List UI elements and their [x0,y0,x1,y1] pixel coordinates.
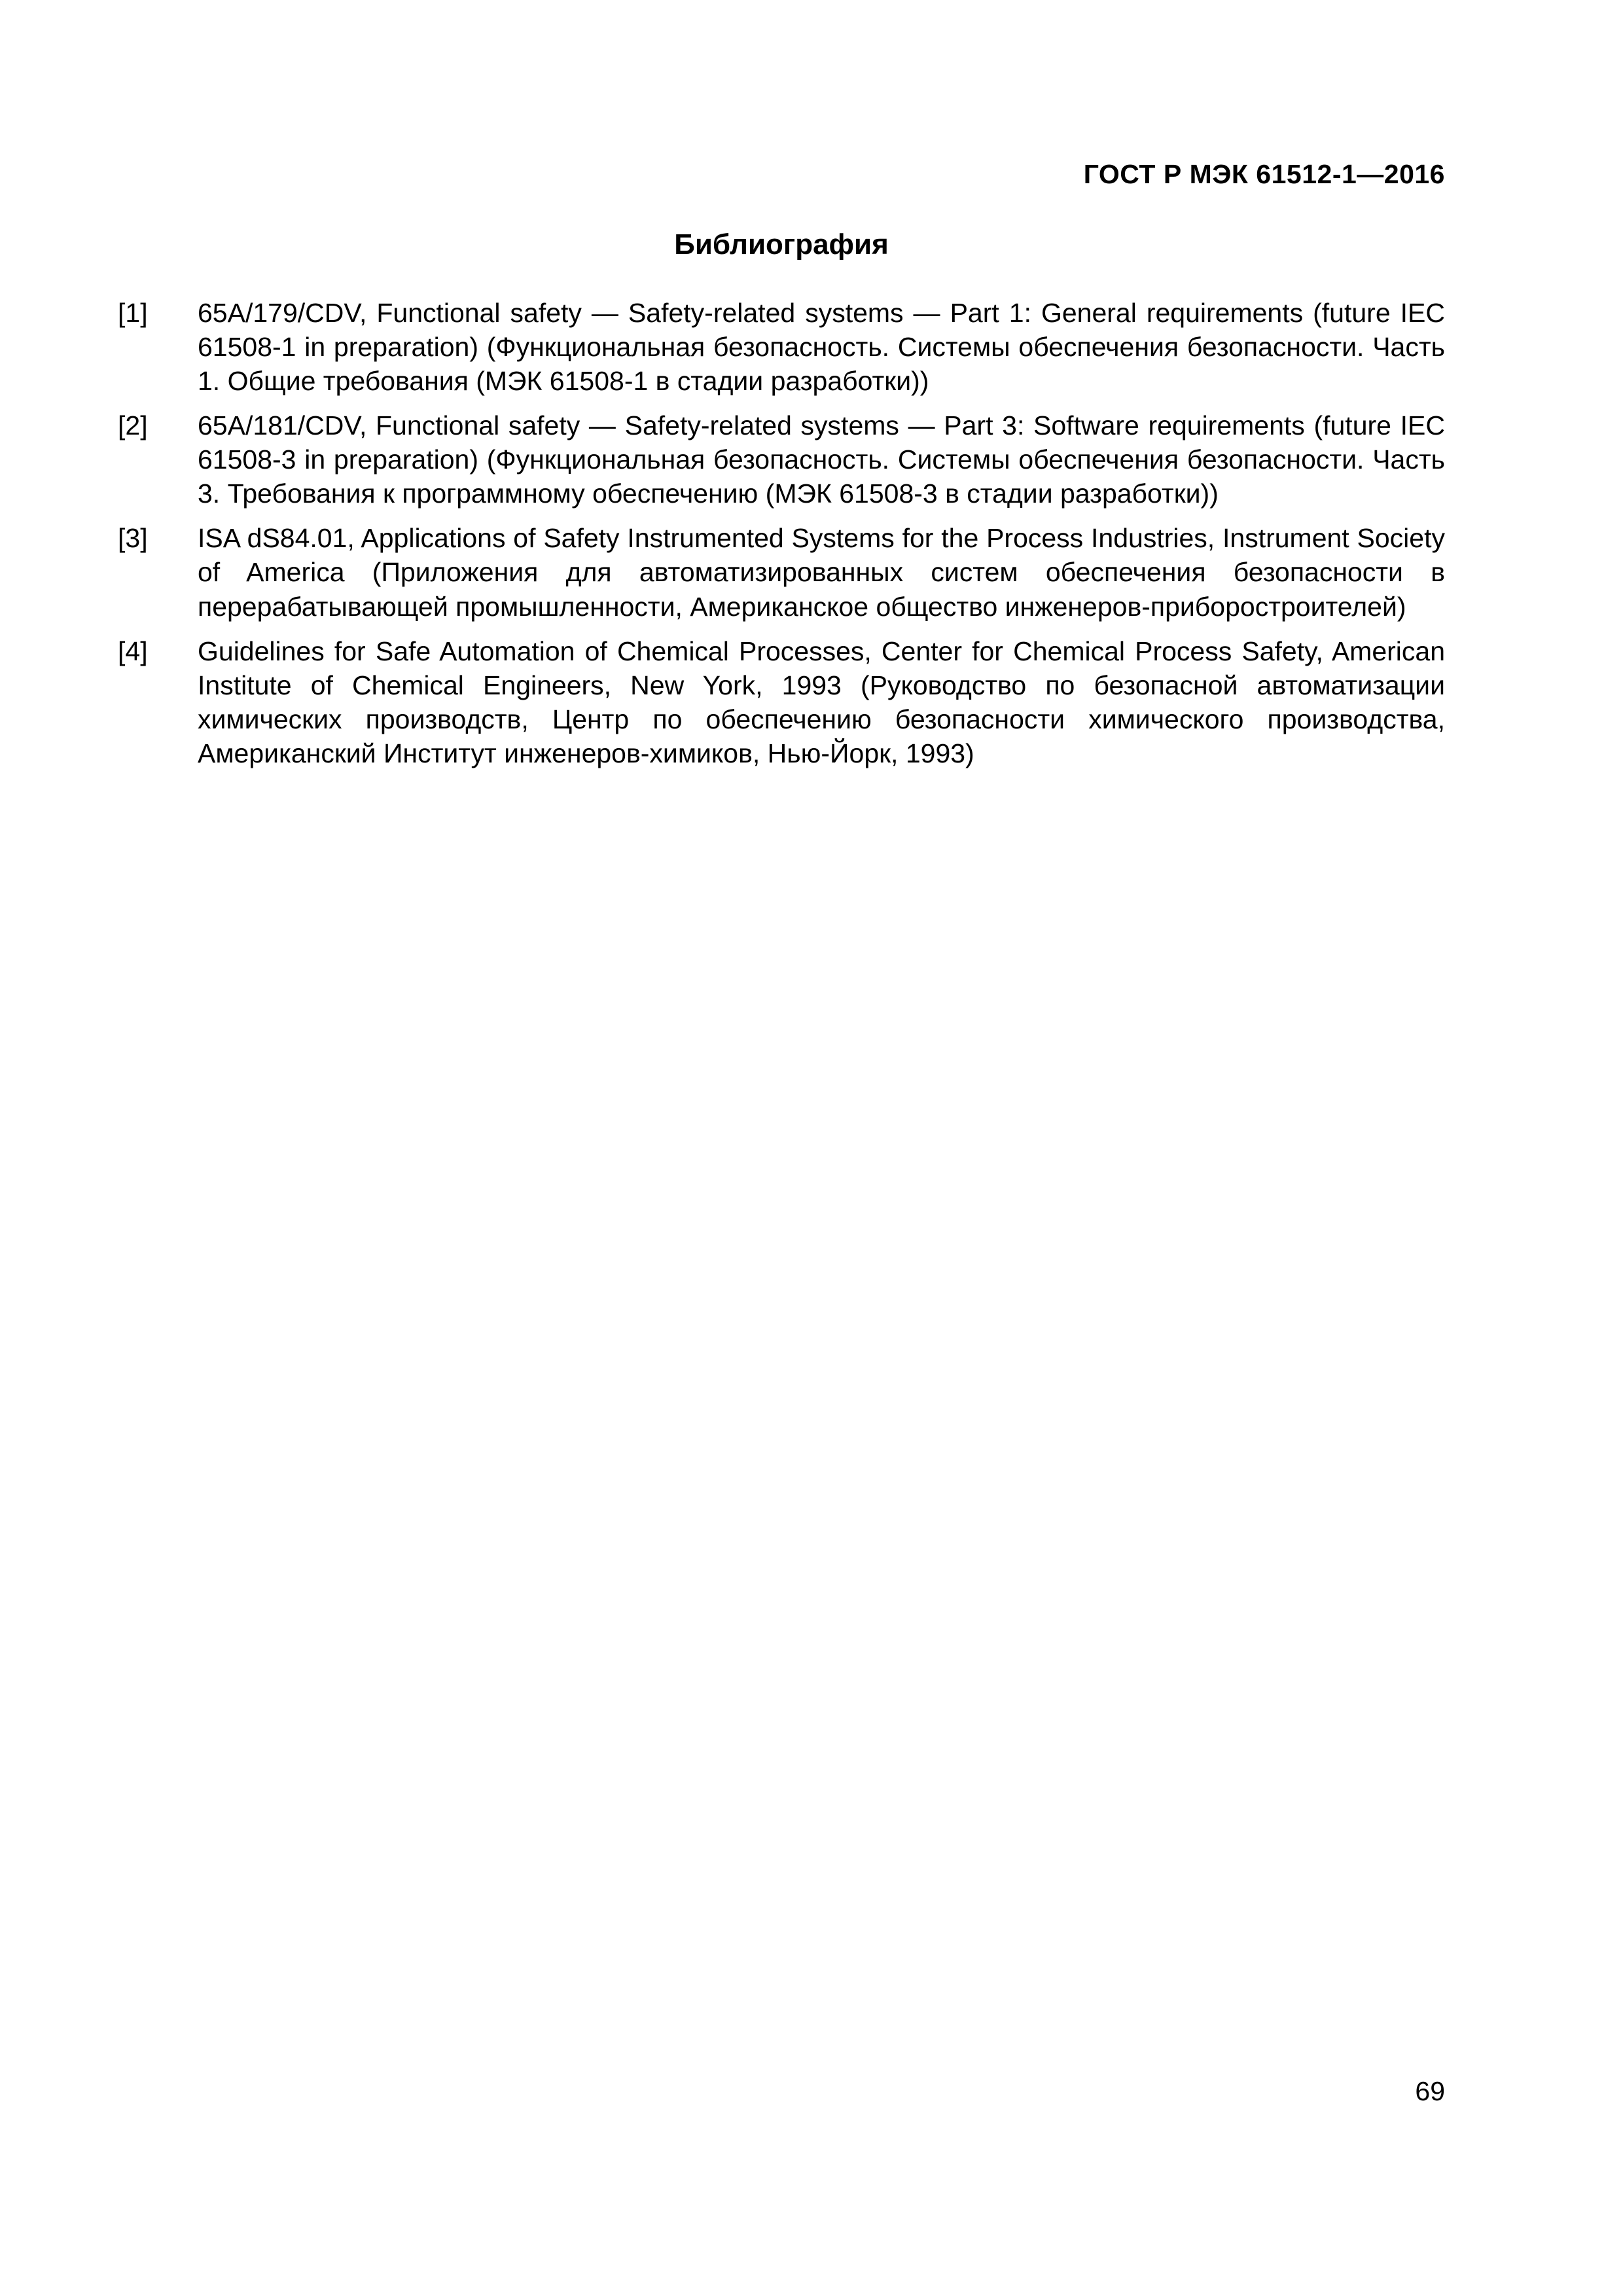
page-number: 69 [1415,2076,1445,2106]
reference-item [118,408,1445,511]
reference-text: 65A/181/CDV, Functional safety — Safety-related systems — Part 3: Software requirements (future IEC 61508-3 in preparation) (Функциональная безопасность. Системы обеспечения безопасности. Часть 3. Требования к программному обеспечению (МЭК 61508-3 в стадии разработки)) [198,410,1445,509]
document-header-standard-number: ГОСТ Р МЭК 61512-1—2016 [1083,159,1445,189]
reference-text: ISA dS84.01, Applications of Safety Instrumented Systems for the Process Industries, Instrument Society of America (Приложения для автоматизированных систем обеспечения безопасности в перерабатывающей промышленности, Американское общество инженеров-приборостроителей) [198,523,1445,622]
reference-text: 65A/179/CDV, Functional safety — Safety-related systems — Part 1: General requirements (future IEC 61508-1 in preparation) (Функциональная безопасность. Системы обеспечения безопасности. Часть 1. Общие требования (МЭК 61508-1 в стадии разработки)) [198,298,1445,397]
reference-number: [1] [118,298,148,328]
reference-list [118,296,1445,781]
reference-number: [2] [118,410,148,441]
reference-number: [4] [118,636,148,666]
reference-item [118,634,1445,770]
reference-item [118,296,1445,398]
reference-number: [3] [118,523,148,554]
bibliography-title: Библиография [674,228,889,260]
reference-item [118,521,1445,623]
reference-text: Guidelines for Safe Automation of Chemical Processes, Center for Chemical Process Safety, American Institute of Chemical Engineers, New York, 1993 (Руководство по безопасной автоматизации химических производств, Центр по обеспечению безопасности химического производства, Американский Институт инженеров-химиков, Нью-Йорк, 1993) [198,636,1445,768]
